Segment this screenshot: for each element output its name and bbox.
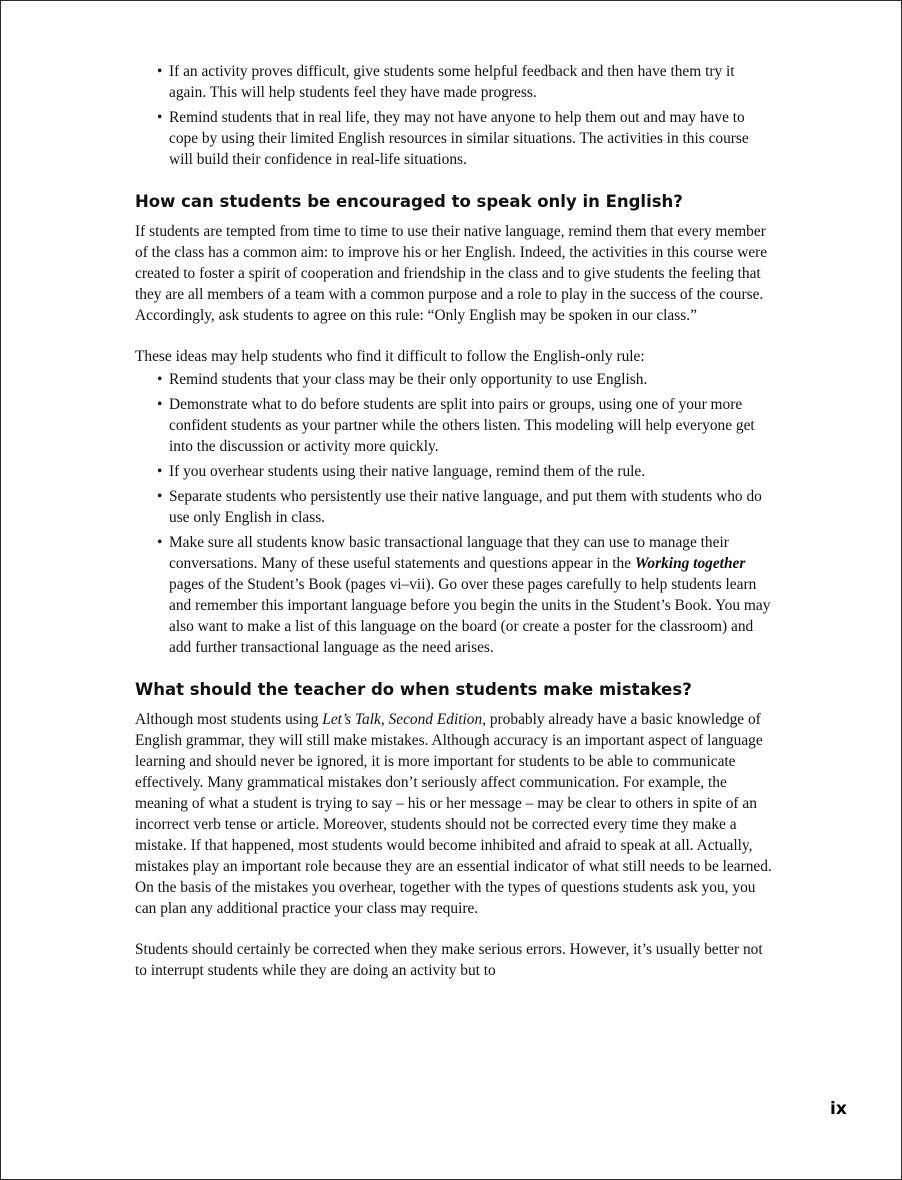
paragraph-corrections: Students should certainly be corrected when they make serious errors. However, it’s usually better not to interrupt students while they are doing an activity but to <box>135 941 763 979</box>
text-run: pages of the Student’s Book (pages vi–vii). Go over these pages carefully to help students learn and remember this important language before you begin the units in the Student’s Book. You may also want to make a list of this language on the board (or create a poster for the classroom) and add further transactional language as the need arises. <box>169 576 771 656</box>
text-run: Make sure all students know basic transactional language that they can use to manage their conversations. Many of these useful statements and questions appear in the <box>169 534 729 572</box>
text-run: Although most students using <box>135 711 323 728</box>
top-bullet-list <box>135 61 775 170</box>
paragraph-mistakes <box>135 709 775 919</box>
working-together-emphasis: Working together <box>634 555 746 572</box>
ideas-bullet-list <box>135 369 775 658</box>
list-item: • Separate students who persistently use their native language, and put them with students who do use only English in class. <box>135 486 775 528</box>
list-item: • Demonstrate what to do before students are split into pairs or groups, using one of your more confident students as your partner while the others listen. This modeling will help everyone get into the discussion or activity more quickly. <box>135 394 775 457</box>
section-heading-english-only: How can students be encouraged to speak only in English? <box>135 192 683 211</box>
page-number: ix <box>830 1099 847 1119</box>
section-heading-mistakes: What should the teacher do when students make mistakes? <box>135 680 692 699</box>
list-item: • If an activity proves difficult, give students some helpful feedback and then have them try it again. This will help students feel they have made progress. <box>135 61 775 103</box>
page-content <box>135 61 775 981</box>
list-item: • Remind students that your class may be their only opportunity to use English. <box>135 369 775 390</box>
paragraph-english-only: If students are tempted from time to time to use their native language, remind them that every member of the class has a common aim: to improve his or her English. Indeed, the activities in this course were created to foster a spirit of cooperation and friendship in the class and to give students the feeling that they are all members of a team with a common purpose and a role to play in the success of the course. Accordingly, ask students to agree on this rule: “Only English may be spoken in our class.” <box>135 223 768 324</box>
list-item <box>135 532 775 658</box>
bullet-intro: These ideas may help students who find it difficult to follow the English-only rule: <box>135 348 645 365</box>
list-item: • Remind students that in real life, they may not have anyone to help them out and may have to cope by using their limited English resources in similar situations. The activities in this course will build their confidence in real-life situations. <box>135 107 775 170</box>
book-title-emphasis: Let’s Talk, Second Edition, <box>322 711 487 728</box>
list-item: • If you overhear students using their native language, remind them of the rule. <box>135 461 775 482</box>
text-run: probably already have a basic knowledge of English grammar, they will still make mistakes. Although accuracy is an important aspect of language learning and should never be ignored, it is more important for students to be able to communicate effectively. Many grammatical mistakes don’t seriously affect communication. For example, the meaning of what a student is trying to say – his or her message – may be clear to others in spite of an incorrect verb tense or article. Moreover, students should not be corrected every time they make a mistake. If that happened, most students would become inhibited and afraid to speak at all. Actually, mistakes play an important role because they are an essential indicator of what still needs to be learned. On the basis of the mistakes you overhear, together with the types of questions students ask you, you can plan any additional practice your class may require. <box>135 711 772 917</box>
